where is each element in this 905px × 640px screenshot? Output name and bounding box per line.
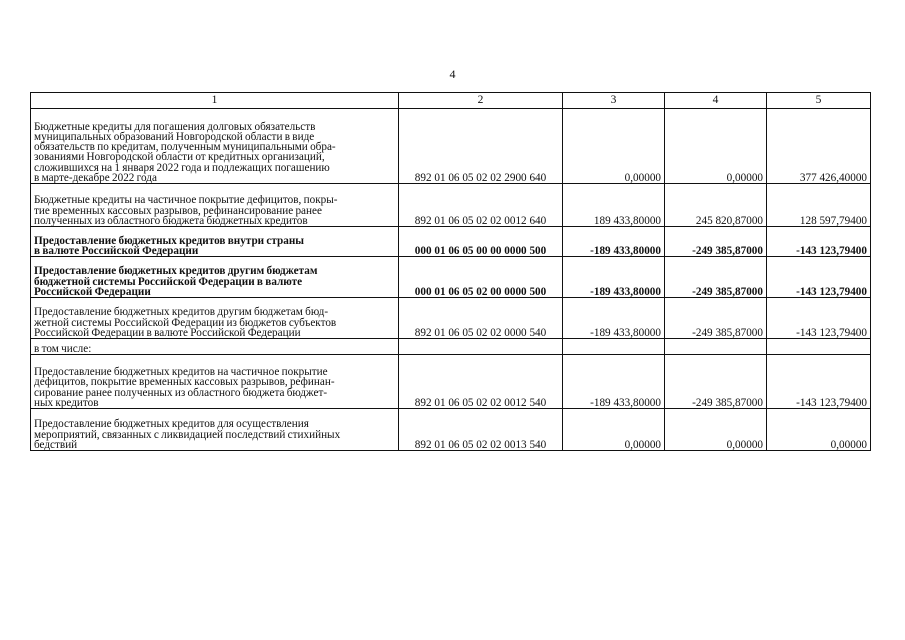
budget-code: 892 01 06 05 02 02 0000 540 — [399, 298, 563, 339]
table-row — [31, 298, 871, 339]
table-row — [31, 339, 871, 355]
value-col5: 0,00000 — [767, 409, 871, 451]
row-description — [31, 184, 399, 227]
row-description — [31, 409, 399, 451]
description-line: в валюте Российской Федерации — [34, 244, 199, 257]
table-row — [31, 109, 871, 184]
value-col5: -143 123,79400 — [767, 355, 871, 409]
value-col5: 377 426,40000 — [767, 109, 871, 184]
column-header-1: 1 — [31, 93, 399, 109]
budget-code: 000 01 06 05 00 00 0000 500 — [399, 227, 563, 257]
description-line: ных кредитов — [34, 396, 99, 409]
description-line: муниципальных образований Новгородской области в виде — [34, 130, 315, 143]
description-line: дефицитов, покрытие временных кассовых разрывов, рефинан- — [34, 376, 335, 389]
row-description — [31, 257, 399, 298]
description-line: зованиями Новгородской области от кредитных организаций, — [34, 151, 325, 164]
description-line: бюджетной системы Российской Федерации в валюте — [34, 275, 303, 288]
budget-code: 892 01 06 05 02 02 0012 640 — [399, 184, 563, 227]
page-number: 4 — [449, 67, 456, 81]
description-line: Бюджетные кредиты для погашения долговых обязательств — [34, 120, 316, 133]
value-col4: 0,00000 — [665, 409, 767, 451]
description-line: сирование ранее полученных из областного бюджета бюджет- — [34, 386, 328, 399]
description-line: Российской Федерации в валюте Российской Федерации — [34, 326, 301, 339]
budget-code: 000 01 06 05 02 00 0000 500 — [399, 257, 563, 298]
column-header-3: 3 — [563, 93, 665, 109]
value-col4: -249 385,87000 — [665, 355, 767, 409]
description-line: мероприятий, связанных с ликвидацией последствий стихийных — [34, 428, 341, 441]
row-description — [31, 227, 399, 257]
value-col5: -143 123,79400 — [767, 298, 871, 339]
budget-code: 892 01 06 05 02 02 0012 540 — [399, 355, 563, 409]
description-line: обязательств по кредитам, полученным муниципальными обра- — [34, 141, 336, 154]
description-line: Предоставление бюджетных кредитов для осуществления — [34, 418, 309, 431]
row-description — [31, 298, 399, 339]
value-col5: -143 123,79400 — [767, 257, 871, 298]
value-col4: 245 820,87000 — [665, 184, 767, 227]
value-col5: -143 123,79400 — [767, 227, 871, 257]
budget-code: 892 01 06 05 02 02 0013 540 — [399, 409, 563, 451]
table-row — [31, 355, 871, 409]
value-col5 — [767, 339, 871, 355]
budget-code — [399, 339, 563, 355]
description-line: Предоставление бюджетных кредитов на частичное покрытие — [34, 366, 328, 379]
row-description — [31, 109, 399, 184]
value-col3 — [563, 339, 665, 355]
description-line: полученных из областного бюджета бюджетных кредитов — [34, 214, 308, 227]
description-line: жетной системы Российской Федерации из бюджетов субъектов — [34, 316, 337, 329]
column-header-5: 5 — [767, 93, 871, 109]
description-line: сложившихся на 1 января 2022 года и подлежащих погашению — [34, 161, 330, 174]
budget-code: 892 01 06 05 02 02 2900 640 — [399, 109, 563, 184]
value-col3: -189 433,80000 — [563, 257, 665, 298]
description-line: в марте-декабре 2022 года — [34, 171, 157, 184]
row-description — [31, 339, 399, 355]
budget-table — [30, 92, 871, 451]
value-col3: -189 433,80000 — [563, 227, 665, 257]
description-line: Предоставление бюджетных кредитов другим бюджетам бюд- — [34, 306, 329, 319]
description-line: тие временных кассовых разрывов, рефинансирование ранее — [34, 204, 322, 217]
value-col3: -189 433,80000 — [563, 355, 665, 409]
table-header-row — [31, 93, 871, 109]
table-row — [31, 409, 871, 451]
value-col3: 0,00000 — [563, 409, 665, 451]
row-description — [31, 355, 399, 409]
description-line: Бюджетные кредиты на частичное покрытие дефицитов, покры- — [34, 194, 338, 207]
value-col4: 0,00000 — [665, 109, 767, 184]
value-col4: -249 385,87000 — [665, 227, 767, 257]
value-col5: 128 597,79400 — [767, 184, 871, 227]
description-line: Предоставление бюджетных кредитов внутри страны — [34, 234, 305, 247]
value-col3: 189 433,80000 — [563, 184, 665, 227]
value-col4 — [665, 339, 767, 355]
table-row — [31, 184, 871, 227]
value-col4: -249 385,87000 — [665, 298, 767, 339]
value-col3: -189 433,80000 — [563, 298, 665, 339]
value-col3: 0,00000 — [563, 109, 665, 184]
description-line: Российской Федерации — [34, 285, 151, 298]
value-col4: -249 385,87000 — [665, 257, 767, 298]
table-row — [31, 257, 871, 298]
column-header-4: 4 — [665, 93, 767, 109]
description-line: Предоставление бюджетных кредитов другим бюджетам — [34, 265, 318, 278]
column-header-2: 2 — [399, 93, 563, 109]
description-line: в том числе: — [34, 342, 92, 355]
table-row — [31, 227, 871, 257]
description-line: бедствий — [34, 438, 78, 451]
